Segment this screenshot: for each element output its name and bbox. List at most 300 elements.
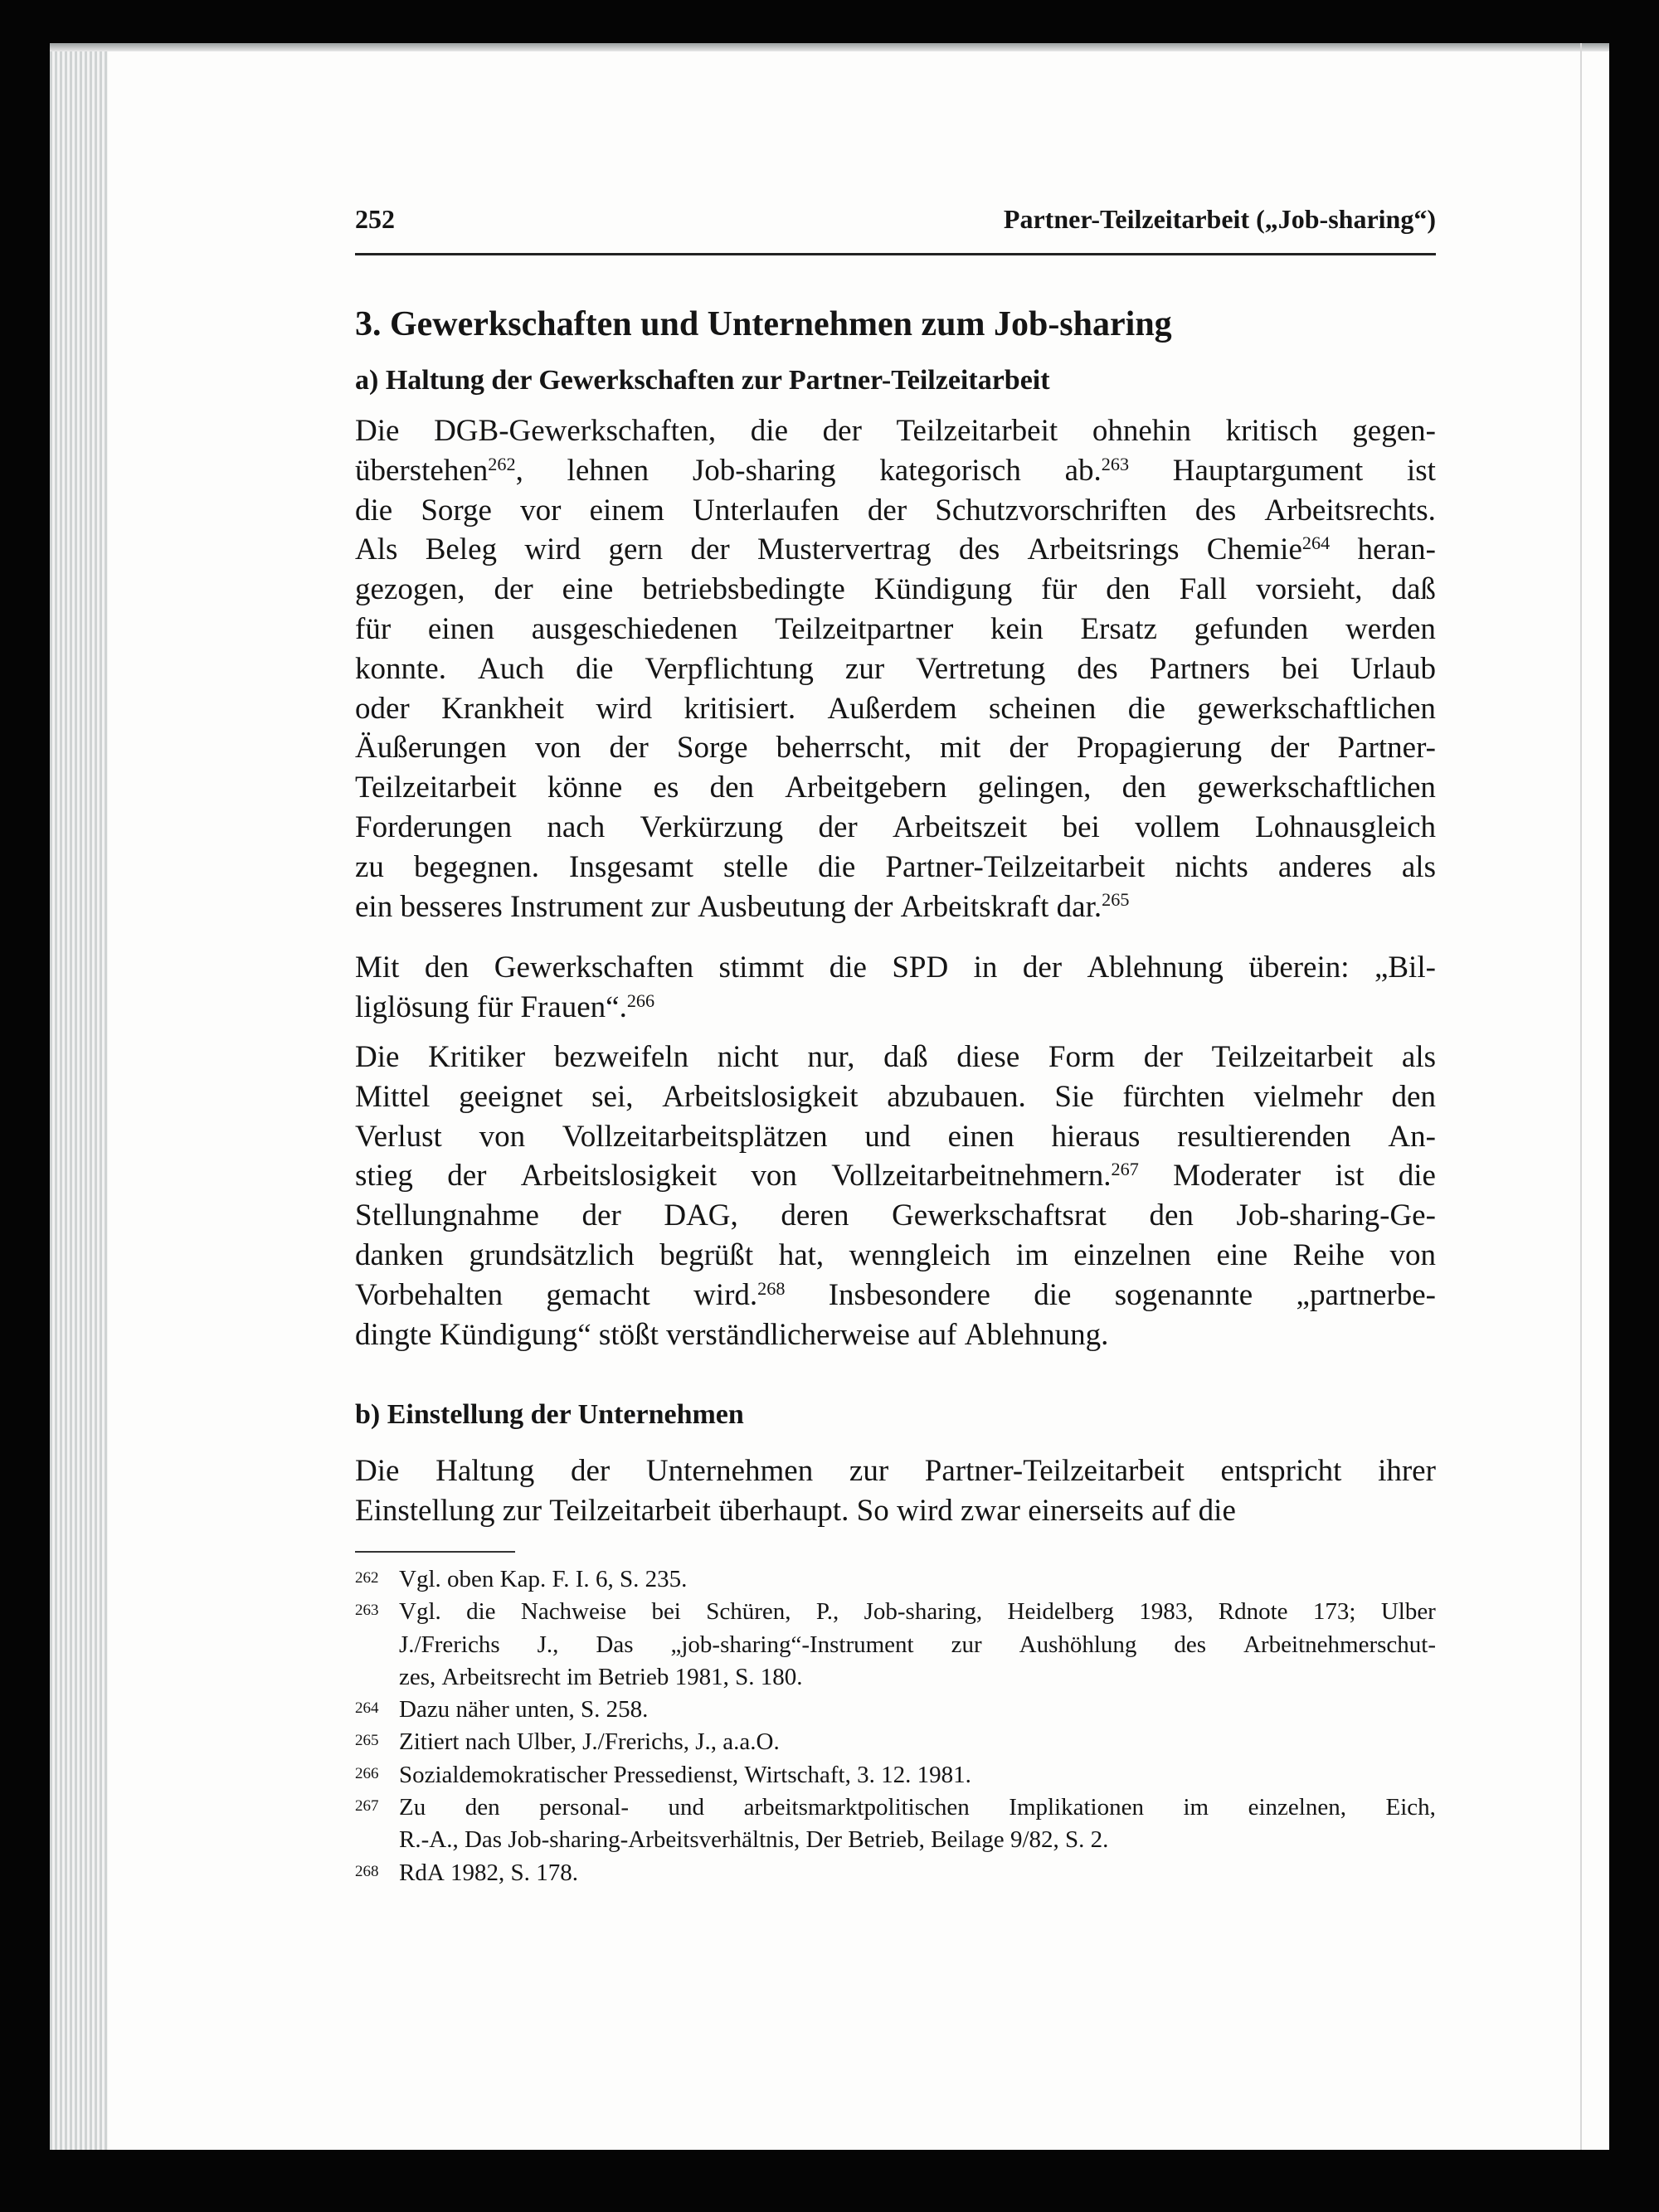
footnote-line xyxy=(399,1694,1436,1726)
word: ein xyxy=(355,889,393,924)
word: 12. xyxy=(881,1761,912,1788)
text-line xyxy=(355,451,1436,491)
word: Das xyxy=(596,1631,634,1658)
word: als xyxy=(1401,849,1436,884)
running-title: Partner-Teilzeitarbeit („Job-sharing“) xyxy=(1003,204,1436,234)
word: Unterlaufen xyxy=(693,493,839,527)
word: arbeitsmarktpolitischen xyxy=(743,1794,970,1821)
word: vorsieht, xyxy=(1256,572,1363,607)
word: S. xyxy=(1065,1826,1085,1854)
word: Arbeitsrings xyxy=(1027,532,1180,567)
word: Dazu xyxy=(399,1696,450,1723)
word: des xyxy=(958,532,1000,567)
footnote-text xyxy=(399,1857,1436,1889)
page-edge-stack xyxy=(50,43,108,2150)
word: Vgl. xyxy=(399,1566,441,1592)
word: die xyxy=(818,849,856,884)
word: Vgl. xyxy=(399,1598,441,1626)
word: die xyxy=(1398,1159,1436,1194)
word: nach xyxy=(465,1728,511,1756)
word: 1983, xyxy=(1139,1598,1194,1626)
word: Teilzeitarbeit xyxy=(355,771,517,805)
word: Forderungen xyxy=(355,809,513,844)
text-line xyxy=(355,728,1436,768)
word: der xyxy=(570,1454,611,1488)
footnote-text xyxy=(399,1596,1436,1694)
footnote xyxy=(355,1791,1436,1857)
word: von xyxy=(479,1119,526,1154)
word: Job-sharing, xyxy=(864,1598,983,1626)
word: Vollzeitarbeitsplätzen xyxy=(562,1119,828,1154)
word: der xyxy=(1143,1040,1183,1074)
text-line xyxy=(355,411,1436,451)
word: Sorge xyxy=(676,731,748,766)
word: der xyxy=(447,1159,487,1194)
word: gelingen, xyxy=(977,771,1092,805)
word: daß xyxy=(883,1040,928,1074)
word: bei xyxy=(651,1598,681,1626)
word: oder xyxy=(355,691,410,726)
word: Schutzvorschriften xyxy=(935,493,1167,527)
word: Form xyxy=(1048,1040,1116,1074)
word: oben xyxy=(447,1566,494,1592)
word: J., xyxy=(695,1728,718,1756)
word: gemacht xyxy=(546,1277,650,1312)
word: wenngleich xyxy=(849,1237,991,1272)
word: Mittel xyxy=(355,1079,431,1114)
word: gewerkschaftlichen xyxy=(1197,691,1436,726)
footnote-text xyxy=(399,1759,1436,1791)
word: ab.$^{263}$ xyxy=(1064,453,1130,488)
word: nichts xyxy=(1175,849,1248,884)
paragraph xyxy=(355,1451,1436,1531)
word: nicht xyxy=(717,1040,779,1074)
word: hat, xyxy=(778,1237,825,1272)
word: 1981. xyxy=(917,1761,971,1788)
footnote xyxy=(355,1726,1436,1758)
word: Sie xyxy=(1054,1079,1094,1114)
word: der xyxy=(609,731,649,766)
word: Job-sharing-Ge- xyxy=(1236,1198,1436,1233)
word: heran- xyxy=(1357,532,1436,567)
paragraph xyxy=(355,411,1436,926)
word: Pressedienst, xyxy=(613,1761,739,1788)
word: nur, xyxy=(807,1040,855,1074)
word: DGB-Gewerkschaften, xyxy=(434,414,717,448)
word: überstehen$^{262}$, xyxy=(355,453,523,488)
word: Ablehnung. xyxy=(964,1317,1109,1352)
word: An- xyxy=(1388,1119,1436,1154)
word: wird xyxy=(596,691,653,726)
word: 9/82, xyxy=(1010,1826,1059,1854)
word: scheinen xyxy=(988,691,1097,726)
word: 6, xyxy=(595,1566,614,1592)
word: wird xyxy=(896,1493,953,1528)
word: Sorge xyxy=(421,493,492,527)
footnote-text xyxy=(399,1791,1436,1857)
word: Beleg xyxy=(425,532,498,567)
word: 3. xyxy=(857,1761,875,1788)
word: Ulber xyxy=(1380,1598,1436,1626)
footnote-number: 263 xyxy=(355,1602,379,1620)
word: begegnen. xyxy=(413,849,539,884)
word: 1982, xyxy=(450,1859,505,1886)
footnote-ref: 267 xyxy=(1111,1159,1139,1180)
word: Teilzeitarbeit xyxy=(1211,1040,1374,1074)
text-line xyxy=(355,948,1436,988)
word: sogenannte xyxy=(1114,1277,1253,1312)
word: vollem xyxy=(1135,809,1220,844)
word: Vorbehalten xyxy=(355,1277,504,1312)
word: liglösung xyxy=(355,989,469,1024)
word: Wirtschaft, xyxy=(744,1761,851,1788)
word: Heidelberg xyxy=(1007,1598,1114,1626)
text-line xyxy=(355,768,1436,808)
word: stößt xyxy=(598,1317,659,1352)
word: zur xyxy=(502,1493,542,1528)
text-line xyxy=(355,610,1436,649)
word: Arbeitgebern xyxy=(785,771,947,805)
word: 178. xyxy=(536,1859,578,1886)
word: zur xyxy=(951,1631,982,1658)
word: die xyxy=(1127,691,1165,726)
word: Die xyxy=(355,414,400,448)
footnote xyxy=(355,1694,1436,1726)
word: R.-A., xyxy=(399,1826,459,1854)
word: Job-sharing xyxy=(692,453,836,488)
word: Haltung xyxy=(435,1454,535,1488)
word: den xyxy=(1121,771,1167,805)
footnote-number: 266 xyxy=(355,1764,379,1782)
word: Stellungnahme xyxy=(355,1198,539,1233)
word: Betrieb, xyxy=(848,1826,925,1854)
word: Partner-Teilzeitarbeit xyxy=(885,849,1146,884)
word: die xyxy=(1198,1493,1236,1528)
word: konnte. xyxy=(355,651,446,686)
footnote-number: 268 xyxy=(355,1862,379,1880)
word: deren xyxy=(781,1198,849,1233)
word: a.a.O. xyxy=(722,1728,780,1756)
word: auf xyxy=(917,1317,957,1352)
word: daß xyxy=(1391,572,1436,607)
word: für xyxy=(477,989,513,1024)
word: Ersatz xyxy=(1080,611,1157,646)
word: kritisiert. xyxy=(684,691,796,726)
text-line xyxy=(355,570,1436,610)
word: Fall xyxy=(1179,572,1228,607)
footnote-line xyxy=(399,1791,1436,1824)
word: kritisch xyxy=(1225,414,1318,448)
word: der xyxy=(854,889,893,924)
word: beherrscht, xyxy=(776,731,912,766)
footnote-number: 264 xyxy=(355,1699,379,1718)
word: entspricht xyxy=(1220,1454,1342,1488)
word: stelle xyxy=(723,849,789,884)
word: DAG, xyxy=(664,1198,738,1233)
word: Urlaub xyxy=(1350,651,1436,686)
footnote-line xyxy=(399,1596,1436,1628)
text-line xyxy=(355,1236,1436,1276)
word: einem xyxy=(589,493,664,527)
word: Partner-Teilzeitarbeit xyxy=(924,1454,1185,1488)
word: Propagierung xyxy=(1076,731,1243,766)
word: den xyxy=(465,1794,500,1821)
word: gezogen, xyxy=(355,572,465,607)
word: Verpflichtung xyxy=(645,651,814,686)
word: S. xyxy=(619,1566,640,1592)
footnote xyxy=(355,1596,1436,1694)
subsection-a-title: a) Haltung der Gewerkschaften zur Partner-Teilzeitarbeit xyxy=(355,365,1050,396)
word: den xyxy=(709,771,755,805)
word: Teilzeitpartner xyxy=(775,611,954,646)
word: abzubauen. xyxy=(887,1079,1026,1114)
word: Unternehmen xyxy=(645,1454,814,1488)
word: werden xyxy=(1345,611,1436,646)
word: zu xyxy=(355,849,384,884)
word: der xyxy=(690,532,730,567)
footnote-ref: 268 xyxy=(757,1277,786,1299)
word: überhaupt. xyxy=(718,1493,849,1528)
word: auf xyxy=(1151,1493,1191,1528)
footnote xyxy=(355,1563,1436,1596)
word: Arbeitslosigkeit xyxy=(662,1079,859,1114)
word: zwar xyxy=(961,1493,1020,1528)
word: gewerkschaftlichen xyxy=(1197,771,1436,805)
word: verständlicherweise xyxy=(666,1317,910,1352)
word: stieg xyxy=(355,1159,413,1194)
word: vor xyxy=(520,493,562,527)
word: Schüren, xyxy=(706,1598,791,1626)
word: Instrument xyxy=(510,889,644,924)
word: die xyxy=(466,1598,496,1626)
word: Arbeitsrechts. xyxy=(1264,493,1436,527)
footnote-line xyxy=(399,1857,1436,1889)
word: Einstellung xyxy=(355,1493,495,1528)
gutter-line xyxy=(1580,43,1582,2150)
word: Nachweise xyxy=(520,1598,627,1626)
word: einerseits xyxy=(1028,1493,1144,1528)
footnote-line xyxy=(399,1726,1436,1758)
word: die xyxy=(1034,1277,1072,1312)
paragraph xyxy=(355,1038,1436,1354)
word: von xyxy=(1389,1237,1436,1272)
footnote-ref: 264 xyxy=(1301,532,1331,554)
text-line xyxy=(355,988,1436,1028)
word: RdA xyxy=(399,1859,445,1886)
word: den xyxy=(1149,1198,1194,1233)
word: kein xyxy=(990,611,1044,646)
word: im xyxy=(567,1663,592,1690)
page-number: 252 xyxy=(355,204,395,234)
word: überein: xyxy=(1248,950,1350,984)
word: ohnehin xyxy=(1092,414,1192,448)
word: Partner- xyxy=(1337,731,1436,766)
footnote-line xyxy=(399,1759,1436,1791)
word: Äußerungen xyxy=(355,731,507,766)
footnotes xyxy=(355,1563,1436,1889)
footnote-line xyxy=(399,1563,1436,1596)
word: Beilage xyxy=(931,1826,1005,1854)
text-line xyxy=(355,1451,1436,1491)
footnote-ref: 266 xyxy=(626,989,655,1011)
word: stimmt xyxy=(718,950,805,984)
word: besseres xyxy=(400,889,503,924)
word: Der xyxy=(805,1826,842,1854)
word: Mustervertrag xyxy=(757,532,932,567)
word: Ausbeutung xyxy=(698,889,846,924)
footnote-number: 265 xyxy=(355,1732,379,1750)
word: Chemie$^{264}$ xyxy=(1206,532,1331,567)
text-line xyxy=(355,1491,1436,1531)
word: den xyxy=(1106,572,1151,607)
footnote-line xyxy=(399,1824,1436,1856)
word: Job-sharing-Arbeitsverhältnis, xyxy=(508,1826,800,1854)
word: einen xyxy=(427,611,495,646)
word: Partners xyxy=(1149,651,1250,686)
word: Ablehnung xyxy=(1087,950,1224,984)
word: der xyxy=(867,493,907,527)
text-line xyxy=(355,689,1436,729)
footnote xyxy=(355,1857,1436,1889)
text-line xyxy=(355,1038,1436,1077)
footnote-number: 262 xyxy=(355,1569,379,1587)
text-line xyxy=(355,1196,1436,1236)
word: Als xyxy=(355,532,398,567)
word: danken xyxy=(355,1237,444,1272)
word: mit xyxy=(940,731,981,766)
header-rule xyxy=(355,253,1436,255)
word: die xyxy=(576,651,614,686)
word: 180. xyxy=(760,1663,803,1690)
word: Betrieb xyxy=(598,1663,669,1690)
word: Kritiker xyxy=(428,1040,526,1074)
word: näher xyxy=(455,1696,509,1723)
word: für xyxy=(355,611,392,646)
word: könne xyxy=(547,771,623,805)
subsection-b-title: b) Einstellung der Unternehmen xyxy=(355,1399,744,1430)
word: Teilzeitarbeit xyxy=(549,1493,711,1528)
word: Die xyxy=(355,1040,400,1074)
word: Sozialdemokratischer xyxy=(399,1761,608,1788)
word: 258. xyxy=(606,1696,649,1723)
section-title: 3. Gewerkschaften und Unternehmen zum Job-sharing xyxy=(355,305,1172,343)
word: anderes xyxy=(1277,849,1372,884)
word: Krankheit xyxy=(441,691,565,726)
word: fürchten xyxy=(1122,1079,1225,1114)
word: Hauptargument xyxy=(1172,453,1364,488)
word: bei xyxy=(1062,809,1100,844)
word: dingte xyxy=(355,1317,432,1352)
footnote-rule xyxy=(355,1551,515,1553)
word: J./Frerichs, xyxy=(582,1728,689,1756)
word: Teilzeitarbeit xyxy=(896,414,1058,448)
word: Verlust xyxy=(355,1119,442,1154)
footnote-ref: 263 xyxy=(1101,453,1130,474)
word: Kündigung xyxy=(873,572,1013,607)
word: ist xyxy=(1335,1159,1365,1194)
word: kategorisch xyxy=(879,453,1021,488)
word: grundsätzlich xyxy=(469,1237,635,1272)
running-header xyxy=(355,202,1436,236)
word: Außerdem xyxy=(827,691,957,726)
word: Implikationen xyxy=(1009,1794,1144,1821)
word: lehnen xyxy=(567,453,649,488)
word: als xyxy=(1401,1040,1436,1074)
word: Moderater xyxy=(1173,1159,1301,1194)
word: Zu xyxy=(399,1794,426,1821)
word: der xyxy=(1009,731,1048,766)
word: eine xyxy=(562,572,614,607)
word: Arbeitszeit xyxy=(892,809,1028,844)
text-line xyxy=(355,1077,1436,1117)
word: Kap. xyxy=(499,1566,547,1592)
word: Vollzeitarbeitnehmern.$^{267}$ xyxy=(831,1159,1139,1194)
word: Ulber, xyxy=(516,1728,577,1756)
word: in xyxy=(973,950,998,984)
text-line xyxy=(355,491,1436,531)
word: diese xyxy=(956,1040,1020,1074)
footnote-text xyxy=(399,1726,1436,1758)
footnote-ref: 265 xyxy=(1102,889,1130,911)
word: geeignet xyxy=(459,1079,563,1114)
word: sei, xyxy=(591,1079,634,1114)
word: der xyxy=(494,572,533,607)
word: einen xyxy=(947,1119,1014,1154)
word: Gewerkschaften xyxy=(494,950,694,984)
word: gefunden xyxy=(1194,611,1309,646)
word: 2. xyxy=(1090,1826,1109,1854)
word: Vertretung xyxy=(916,651,1046,686)
word: es xyxy=(653,771,679,805)
footnote-ref: 262 xyxy=(488,453,516,474)
text-line xyxy=(355,887,1436,927)
word: die xyxy=(750,414,788,448)
footnote-number: 267 xyxy=(355,1797,379,1816)
text-line xyxy=(355,1276,1436,1315)
word: 173; xyxy=(1312,1598,1356,1626)
word: des xyxy=(1174,1631,1207,1658)
word: zur xyxy=(844,651,885,686)
word: im xyxy=(1015,1237,1048,1272)
text-line xyxy=(355,1117,1436,1157)
word: Aushöhlung xyxy=(1019,1631,1137,1658)
footnote-text xyxy=(399,1694,1436,1726)
word: und xyxy=(864,1119,911,1154)
text-line xyxy=(355,530,1436,570)
text-line xyxy=(355,649,1436,689)
word: im xyxy=(1183,1794,1209,1821)
word: gegen- xyxy=(1352,414,1436,448)
word: Verkürzung xyxy=(640,809,784,844)
word: Auch xyxy=(477,651,545,686)
word: Die xyxy=(355,1454,400,1488)
word: von xyxy=(751,1159,797,1194)
word: S. xyxy=(581,1696,601,1723)
word: personal- xyxy=(539,1794,630,1821)
word: von xyxy=(534,731,581,766)
footnote-line xyxy=(399,1629,1436,1661)
word: gern xyxy=(608,532,664,567)
word: einzelnen xyxy=(1073,1237,1192,1272)
word: So xyxy=(856,1493,889,1528)
word: J., xyxy=(537,1631,559,1658)
word: der xyxy=(1270,731,1310,766)
word: dar.$^{265}$ xyxy=(1056,889,1130,924)
word: begrüßt xyxy=(659,1237,754,1272)
word: Zitiert xyxy=(399,1728,460,1756)
word: I. xyxy=(575,1566,590,1592)
word: des xyxy=(1194,493,1237,527)
